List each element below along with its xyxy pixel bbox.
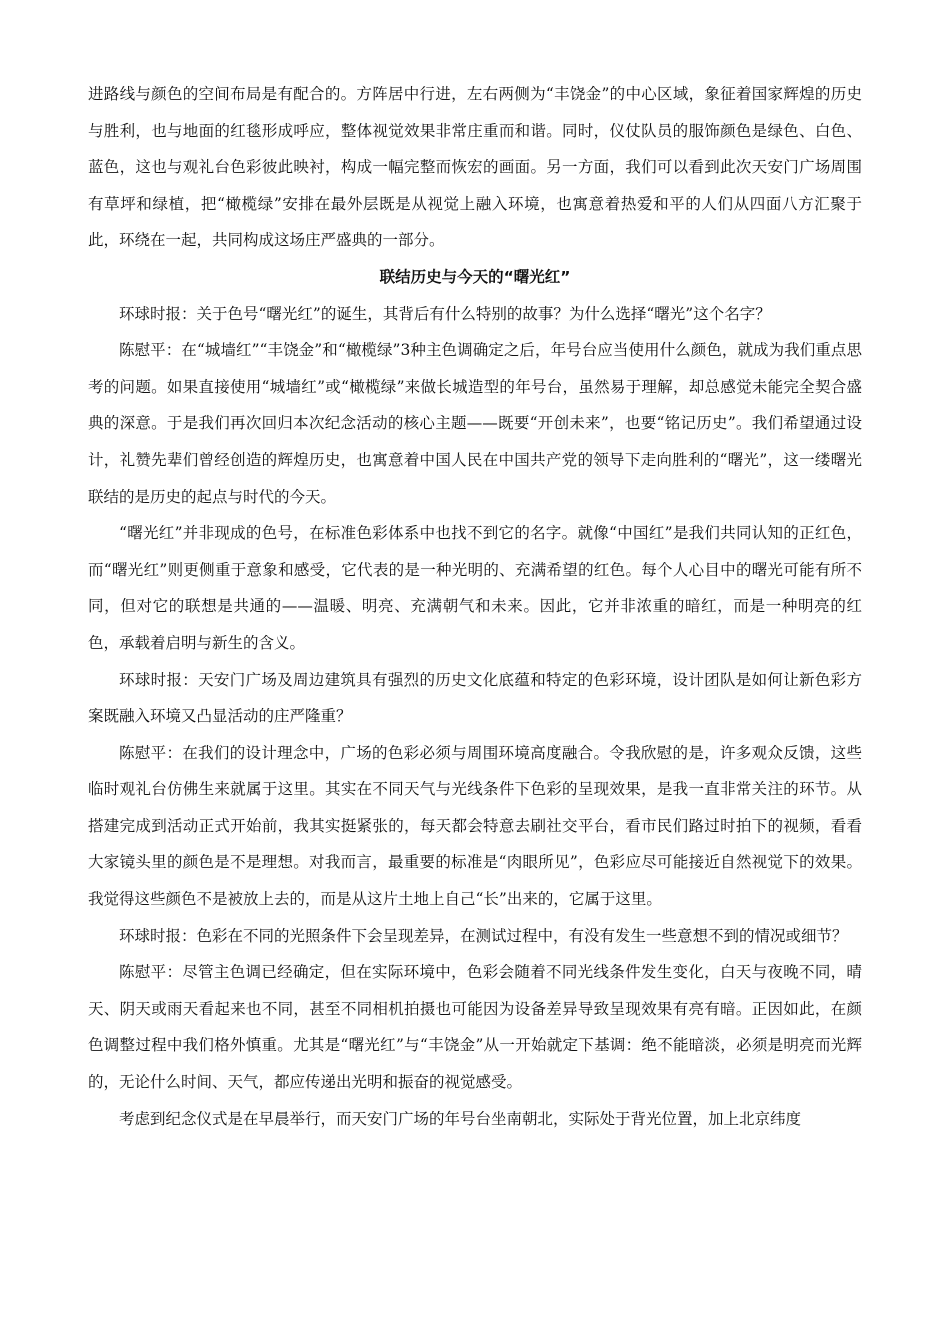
article-body	[88, 76, 862, 1137]
question-paragraph: 环球时报：色彩在不同的光照条件下会呈现差异，在测试过程中，有没有发生一些意想不到的情况或细节？	[119, 926, 848, 945]
question-paragraph: 环球时报：关于色号“曙光红”的诞生，其背后有什么特别的故事？为什么选择“曙光”这个名字？	[119, 304, 771, 323]
section-heading: 联结历史与今天的“曙光红”	[379, 267, 571, 286]
answer-paragraph: 陈慰平：尽管主色调已经确定，但在实际环境中，色彩会随着不同光线条件发生变化，白天与夜晚不同，晴天、阴天或雨天看起来也不同，甚至不同相机拍摄也可能因为设备差异导致呈现效果有亮有暗。正因如此，在颜色调整过程中我们格外慎重。尤其是“曙光红”与“丰饶金”从一开始就定下基调：绝不能暗淡，必须是明亮而光辉的，无论什么时间、天气，都应传递出光明和振奋的视觉感受。	[88, 963, 862, 1092]
paragraph-continued: 进路线与颜色的空间布局是有配合的。方阵居中行进，左右两侧为“丰饶金”的中心区域，象征着国家辉煌的历史与胜利，也与地面的红毯形成呼应，整体视觉效果非常庄重而和谐。同时，仪仗队员的服饰颜色是绿色、白色、蓝色，这也与观礼台色彩彼此映衬，构成一幅完整而恢宏的画面。另一方面，我们可以看到此次天安门广场周围有草坪和绿植，把“橄榄绿”安排在最外层既是从视觉上融入环境，也寓意着热爱和平的人们从四面八方汇聚于此，环绕在一起，共同构成这场庄严盛典的一部分。	[88, 85, 862, 250]
answer-paragraph: 考虑到纪念仪式是在早晨举行，而天安门广场的年号台坐南朝北，实际处于背光位置，加上北京纬度	[119, 1109, 802, 1128]
answer-paragraph: 陈慰平：在我们的设计理念中，广场的色彩必须与周围环境高度融合。令我欣慰的是，许多观众反馈，这些临时观礼台仿佛生来就属于这里。其实在不同天气与光线条件下色彩的呈现效果，是我一直非常关注的环节。从搭建完成到活动正式开始前，我其实挺紧张的，每天都会特意去刷社交平台，看市民们路过时拍下的视频，看看大家镜头里的颜色是不是理想。对我而言，最重要的标准是“肉眼所见”，色彩应尽可能接近自然视觉下的效果。我觉得这些颜色不是被放上去的，而是从这片土地上自己“长”出来的，它属于这里。	[88, 743, 862, 909]
answer-paragraph: 陈慰平：在“城墙红”“丰饶金”和“橄榄绿”3种主色调确定之后，年号台应当使用什么颜色，就成为我们重点思考的问题。如果直接使用“城墙红”或“橄榄绿”来做长城造型的年号台，虽然易于理解，却总感觉未能完全契合盛典的深意。于是我们再次回归本次纪念活动的核心主题——既要“开创未来”，也要“铭记历史”。我们希望通过设计，礼赞先辈们曾经创造的辉煌历史，也寓意着中国人民在中国共产党的领导下走向胜利的“曙光”，这一缕曙光联结的是历史的起点与时代的今天。	[88, 341, 862, 506]
question-paragraph: 环球时报：天安门广场及周边建筑具有强烈的历史文化底蕴和特定的色彩环境，设计团队是如何让新色彩方案既融入环境又凸显活动的庄严隆重？	[88, 670, 862, 726]
answer-paragraph: “曙光红”并非现成的色号，在标准色彩体系中也找不到它的名字。就像“中国红”是我们共同认知的正红色，而“曙光红”则更侧重于意象和感受，它代表的是一种光明的、充满希望的红色。每个人心目中的曙光可能有所不同，但对它的联想是共通的——温暖、明亮、充满朝气和未来。因此，它并非浓重的暗红，而是一种明亮的红色，承载着启明与新生的含义。	[88, 524, 862, 652]
